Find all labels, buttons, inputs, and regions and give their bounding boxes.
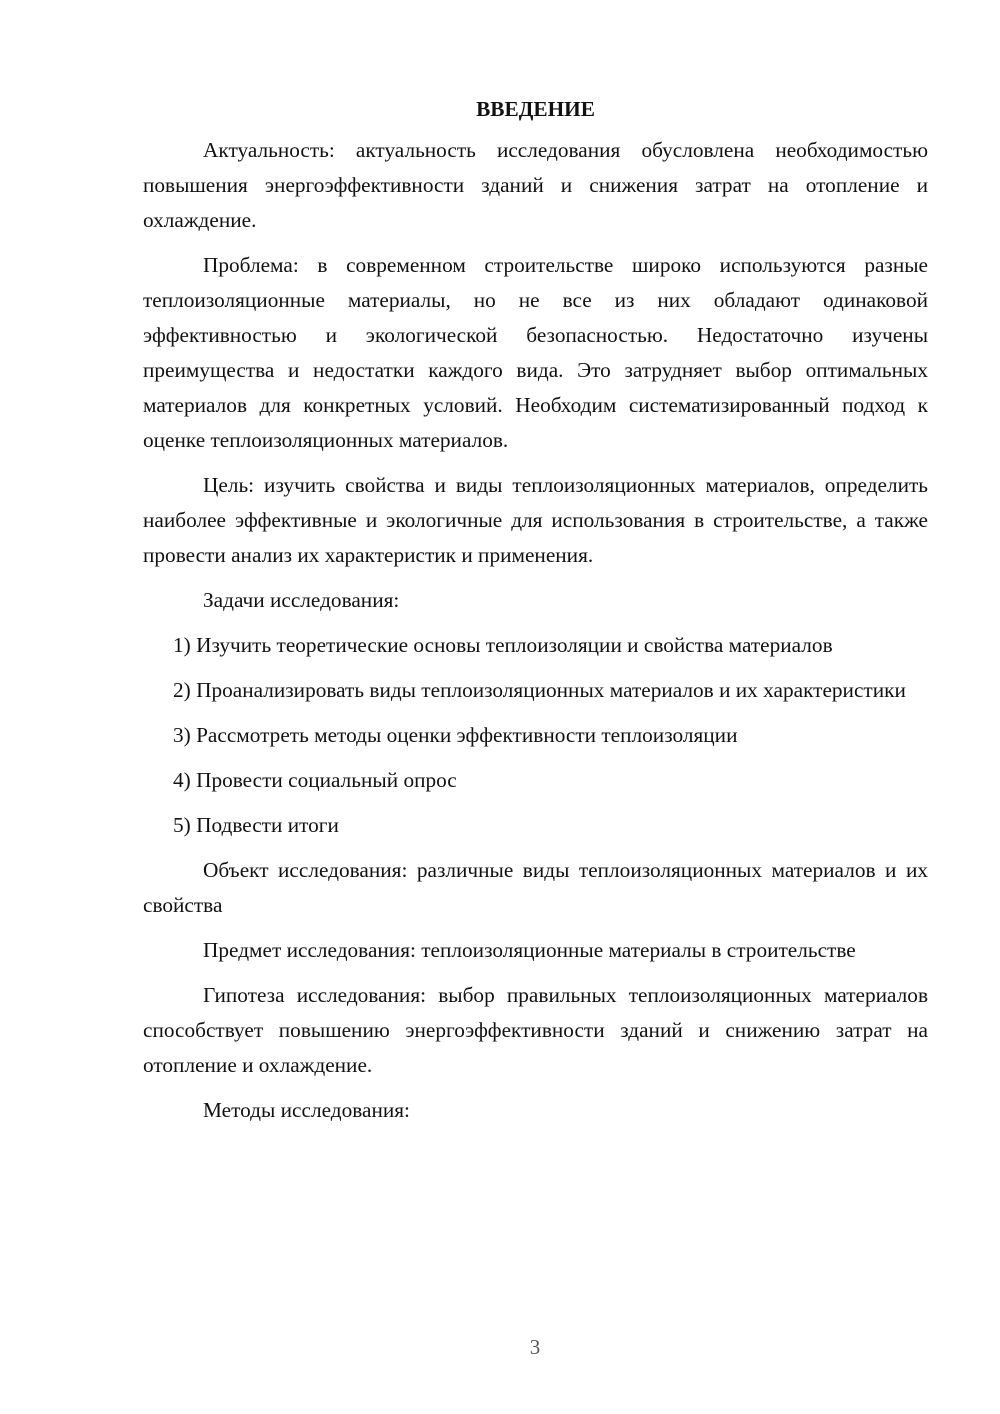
section-title: ВВЕДЕНИЕ: [476, 97, 595, 121]
tasks-heading: Задачи исследования:: [203, 588, 400, 612]
paragraph-goal: Цель: изучить свойства и виды теплоизоляционных материалов, определить наиболее эффективные и экологичные для использования в строительстве, а также провести анализ их характеристик и применения.: [143, 473, 928, 567]
task-item-2: 2) Проанализировать виды теплоизоляционных материалов и их характеристики: [173, 678, 906, 702]
methods-heading: Методы исследования:: [203, 1098, 410, 1122]
paragraph-hypothesis: Гипотеза исследования: выбор правильных теплоизоляционных материалов способствует повышению энергоэффективности зданий и снижению затрат на отопление и охлаждение.: [143, 983, 928, 1077]
paragraph-problem: Проблема: в современном строительстве широко используются разные теплоизоляционные материалы, но не все из них обладают одинаковой эффективностью и экологической безопасностью. Недостаточно изучены преимущества и недостатки каждого вида. Это затрудняет выбор оптимальных материалов для конкретных условий. Необходим систематизированный подход к оценке теплоизоляционных материалов.: [143, 253, 928, 452]
paragraph-relevance: Актуальность: актуальность исследования обусловлена необходимостью повышения энергоэффективности зданий и снижения затрат на отопление и охлаждение.: [143, 138, 928, 232]
task-item-1: 1) Изучить теоретические основы теплоизоляции и свойства материалов: [173, 633, 833, 657]
paragraph-subject: Предмет исследования: теплоизоляционные материалы в строительстве: [203, 938, 856, 962]
paragraph-object: Объект исследования: различные виды теплоизоляционных материалов и их свойства: [143, 858, 928, 917]
task-item-5: 5) Подвести итоги: [173, 813, 339, 837]
page-number: 3: [529, 1335, 541, 1359]
document-page: [143, 92, 928, 1138]
task-item-3: 3) Рассмотреть методы оценки эффективности теплоизоляции: [173, 723, 738, 747]
task-item-4: 4) Провести социальный опрос: [173, 768, 457, 792]
